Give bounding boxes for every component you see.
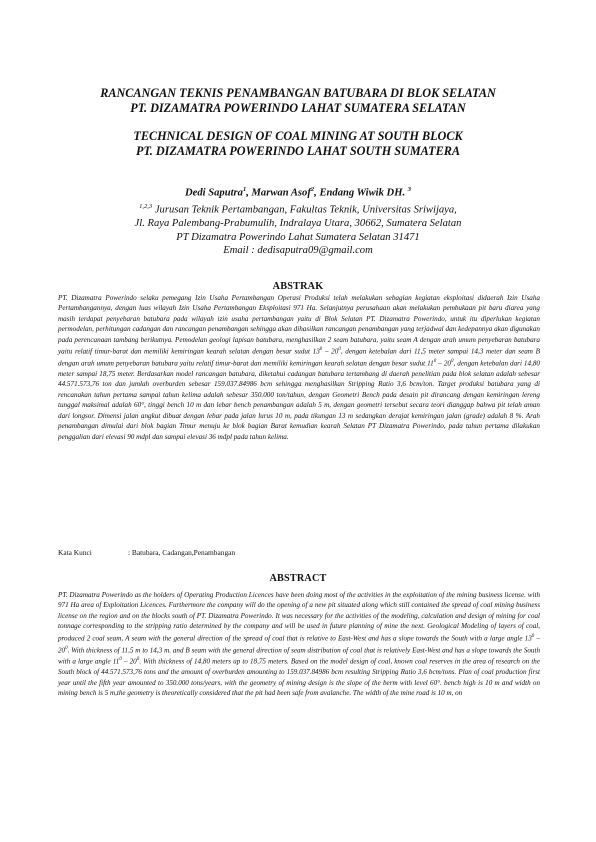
author-3-sup: 3 [407,186,412,193]
author-1: Dedi Saputra [184,187,243,199]
affiliation-line3: PT Dizamatra Powerindo Lahat Sumatera Selatan 31471 [176,231,420,243]
abstrak-heading: ABSTRAK [272,281,324,292]
affiliation-line1: $^{1,2,3}$ Jurusan Teknik Pertambangan, Fakultas Teknik, Universitas Sriwijaya, [139,203,457,216]
abstract-text: PT. Dizamatra Powerindo as the holders of Operating Production Licences have been doing most of the activities in the exploitation of the mining business license. with 971 Ha area of Exploitation Licences. Furthermore the company will do the opening of a new pit situated along which still contained the spread of coal mining business license on the region and on the blocks south of PT. Dizamatra Powerindo. It was necessary for the activities of the modeling, calculation and design of mining for coal tonnage corresponding to the stripping ratio determined by the company and will be used in future planning of mine the next. Geological Modeling of layers of coal, produced 2 coal seam, A seam with the general direction of the spread of coal that is relative to East-West and has a slope towards the South with a large angle $13^0 - 20^0$. With thickness of 11,5 m to 14,3 m. and B seam with the general direction of seam distribution of coal that is relatively East-West and has a slope towards the South with a large angle $11^0 - 20^0$. With thickness of 14,80 meters up to 18,75 meters. Based on the model design of coal, known coal reserves in the area of research on the South block of 44.571.573,76 tons and the amount of overburden amounting to 159.037.84986 bcm resulting Stripping Ratio 3,6 bcm/tons. Plan of coal production first year until the fifth year amounted to 350.000 tons/years, with the geometry of mining design is the slope of the berm with level 60°. bench high is 10 m and width on mining bench is 5 m,the geometry is theoretically considered that the pit had been safe from avalanche. The width of the mine road is 10 m, on [58,591,540,698]
author-2: Marwan Asof [251,187,311,199]
keywords [58,548,235,557]
author-block [40,183,556,258]
title-indonesian [40,86,556,116]
author-email: Email : dedisaputra09@gmail.com [223,245,373,257]
abstrak-text: PT. Dizamatra Powerindo selaku pemegang Izin Usaha Pertambangan Operasi Produksi telah melakukan sebagian kegiatan eksploitasi didaerah Izin Usaha Pertambangannya, dengan luas wilayah Izin Usaha Pertambangan Eksploitasi 971 Ha. Selanjutnya perusahaan akan melakukan pembukaan pit baru diarea yang masih terdapat penyebaran batubara pada wilayah izin usaha pertambangan yaitu di Blok Selatan PT. Dizamatra Powerindo, untuk itu diperlukan kegiatan permodelan, perhitungan cadangan dan rancangan penambangan sehingga akan dihasilkan rancangan penambangan yang terjadwal dan kedepannya akan digunakan pada perencanaan tambang berikutnya. Pemodelan geologi lapisan batubara, menghasilkan 2 seam batubara, yaitu seam A dengan arah umum penyebaran batubara yaitu relatif timur-barat dan memiliki kemiringan kearah selatan dengan besar sudut $13^0 - 20^0$, dengan ketebalan dari 11,5 meter sampai 14,3 meter dan seam B dengan arah umum penyebaran batubara yaitu relatif timur-barat dan memiliki kemiringan kearah selatan dengan besar sudut $11^0 - 20^0$, dengan ketebalan dari 14,80 meter sampai 18,75 meter. Berdasarkan model rancangan batubara, diketahui cadangan batubara tertambang di daerah penelitian pada blok selatan adalah sebesar 44.571.573,76 ton dan jumlah overburden sebesar 159.037.84986 bcm sehingga menghasilkan Stripping Ratio 3,6 bcm/ton. Target produksi batubara yang di rencanakan tahun pertama sampai tahun kelima adalah sebesar 350.000 ton/tahun, dengan Geometri Bench pada desain pit dirancang dengan kemiringan lereng tunggal maksimal adalah 60°, tinggi bench 10 m dan lebar bench penambangan adalah 5 m, dengan geometri tersebut secara teori dianggap bahwa pit telah aman dari longsor. Dimensi jalan angkut dibuat dengan lebar pada jalan lurus 10 m, pada tikungan 13 m sedangkan derajat kemiringan jalan (grade) adalah 8 %. Arah penambangan dimulai dari blok bagian Timur menuju ke blok bagian Barat kemudian kearah Selatan PT Dizamatra Powerindo, pada tahun pertama dilakukan penggalian dari elevasi 90 mdpl dan sampai elevasi 36 mdpl pada tahun kelima. [58,294,540,441]
title-english [40,129,556,159]
title-en-line2: PT. DIZAMATRA POWERINDO LAHAT SOUTH SUMATERA [136,144,460,158]
keywords-value: : Batubara, Cadangan,Penambangan [128,548,236,557]
affiliation-line2: Jl. Raya Palembang-Prabumulih, Indralaya Utara, 30662, Sumatera Selatan [134,218,462,230]
author-1-sup: 1 [242,186,247,193]
abstract-heading: ABSTRACT [269,573,327,584]
author-2-sup: 2 [310,186,315,193]
keywords-label: Kata Kunci [58,548,92,557]
author-3: Endang Wiwik DH. [319,187,406,199]
title-id-line1: RANCANGAN TEKNIS PENAMBANGAN BATUBARA DI BLOK SELATAN [100,86,496,100]
title-en-line1: TECHNICAL DESIGN OF COAL MINING AT SOUTH BLOCK [133,129,463,143]
author-names: Dedi Saputra$^1$, Marwan Asof$^2$, Endang Wiwik DH. $^3$ [184,186,412,199]
title-id-line2: PT. DIZAMATRA POWERINDO LAHAT SUMATERA SELATAN [130,101,466,115]
affiliation-sup: 1,2,3 [139,203,153,211]
